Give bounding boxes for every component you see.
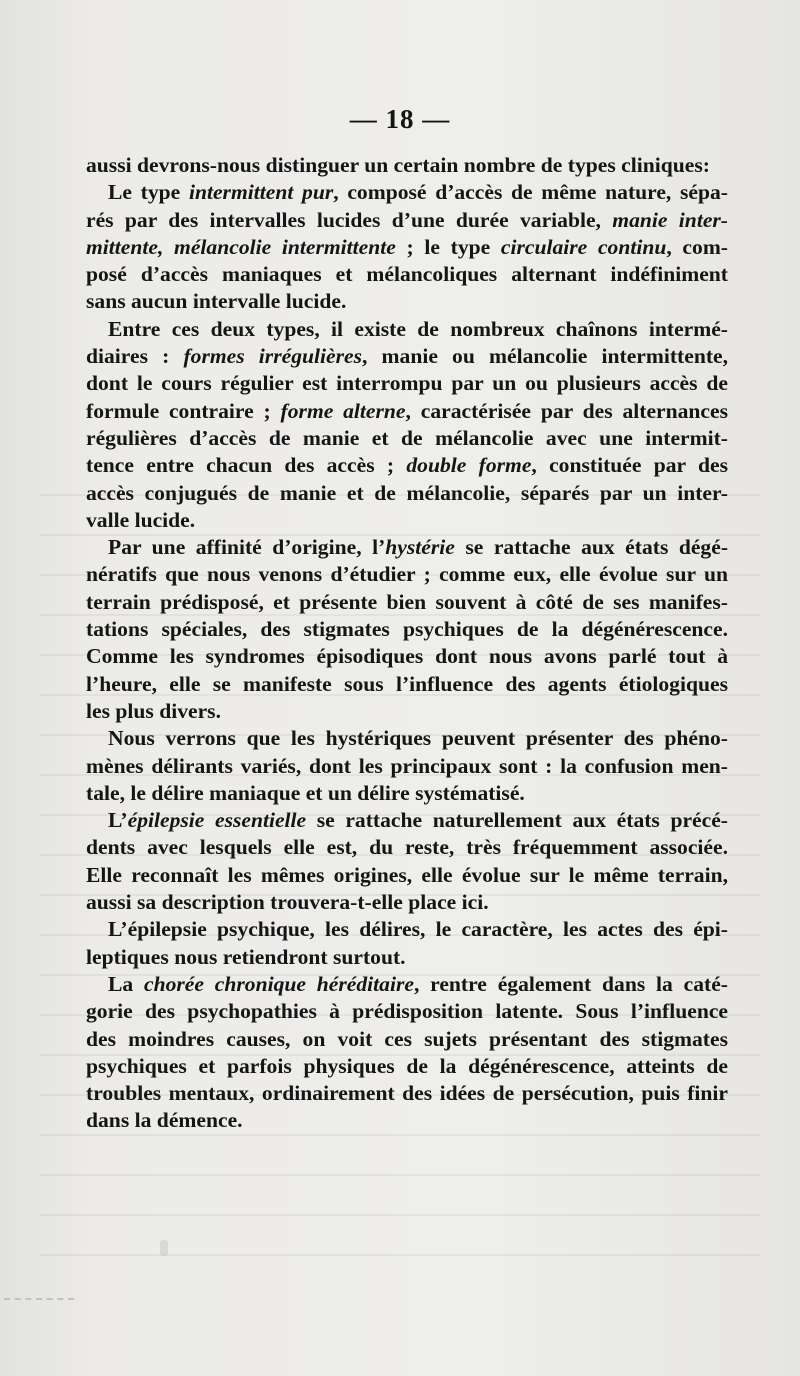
text-run: Nous verrons que les hystériques peuvent présenter des phéno- (108, 726, 728, 751)
text-line (86, 616, 728, 643)
text-line (86, 1053, 728, 1080)
text-run: régulières d’accès de manie et de mélancolie avec une intermit- (86, 425, 728, 450)
text-line (86, 589, 728, 616)
text-run: , composé d’accès de même nature, sépa- (333, 180, 729, 205)
paragraph (86, 534, 728, 725)
italic-term: circulaire continu (500, 234, 667, 259)
text-line (86, 944, 728, 971)
text-line (86, 561, 728, 588)
text-line (86, 288, 728, 315)
text-run: Elle reconnaît les mêmes origines, elle évolue sur le même terrain, (86, 862, 728, 887)
text-run: posé d’accès maniaques et mélancoliques alternant indéfiniment (86, 262, 728, 287)
text-line (86, 1026, 728, 1053)
text-line (86, 1107, 728, 1134)
text-run: ; le type (395, 234, 501, 259)
italic-term: intermittent pur (188, 180, 334, 205)
text-run: , caractérisée par des alternances (405, 398, 728, 423)
text-line (86, 534, 728, 561)
text-run: se rattache aux états dégé- (454, 535, 729, 560)
text-run: se rattache naturellement aux états précé- (306, 808, 728, 833)
text-run: diaires : (86, 344, 184, 369)
text-run: accès conjugués de manie et de mélancolie, séparés par un inter- (86, 480, 728, 505)
text-line (86, 753, 728, 780)
italic-term: hystérie (385, 535, 455, 560)
text-line (86, 998, 728, 1025)
text-line (86, 179, 728, 206)
text-line (86, 234, 728, 261)
italic-term: mittente, mélancolie intermittente (86, 234, 396, 259)
text-run: dont le cours régulier est interrompu par un ou plusieurs accès de (86, 371, 728, 396)
italic-term: double forme (406, 453, 532, 478)
paragraph (86, 916, 728, 971)
text-run: nératifs que nous venons d’étudier ; comme eux, elle évolue sur un (86, 562, 728, 587)
text-line (86, 671, 728, 698)
text-run: leptiques nous retiendront surtout. (86, 944, 406, 969)
italic-term: épilepsie essentielle (127, 808, 307, 833)
text-run: tale, le délire maniaque et un délire systématisé. (86, 780, 525, 805)
text-line (86, 425, 728, 452)
text-line (86, 807, 728, 834)
text-run: formule contraire ; (86, 398, 281, 423)
text-run: L’épilepsie psychique, les délires, le caractère, les actes des épi- (108, 917, 728, 942)
text-run: rés par des intervalles lucides d’une durée variable, (86, 207, 613, 232)
text-run: aussi devrons-nous distinguer un certain nombre de types cliniques: (86, 153, 710, 177)
text-line (86, 480, 728, 507)
text-run: dans la démence. (86, 1108, 243, 1133)
text-run: l’heure, elle se manifeste sous l’influence des agents étiologiques (86, 671, 728, 696)
paper-stain (160, 1240, 168, 1256)
text-line (86, 370, 728, 397)
text-run: Par une affinité d’origine, l’ (108, 535, 386, 560)
text-line (86, 643, 728, 670)
text-run: terrain prédisposé, et présente bien souvent à côté de ses manifes- (86, 589, 728, 614)
text-run: dents avec lesquels elle est, du reste, très fréquemment associée. (86, 835, 728, 860)
text-run: sans aucun intervalle lucide. (86, 289, 347, 314)
italic-term: forme alterne (280, 398, 406, 423)
text-run: La (108, 971, 145, 996)
text-run: gorie des psychopathies à prédisposition latente. Sous l’influence (86, 999, 728, 1024)
paragraph (86, 725, 728, 807)
text-run: L’ (108, 808, 128, 833)
margin-mark (4, 1298, 74, 1302)
text-run: tence entre chacun des accès ; (86, 453, 407, 478)
paragraph (86, 152, 728, 179)
paragraph (86, 179, 728, 315)
text-line (86, 507, 728, 534)
text-run: Comme les syndromes épisodiques dont nous avons parlé tout à (86, 644, 728, 669)
text-run: mènes délirants variés, dont les principaux sont : la confusion men- (86, 753, 728, 778)
text-run: des moindres causes, on voit ces sujets présentant des stigmates (86, 1026, 728, 1051)
text-run: psychiques et parfois physiques de la dégénérescence, atteints de (86, 1053, 728, 1078)
text-line (86, 343, 728, 370)
text-run: les plus divers. (86, 698, 221, 723)
text-run: , com- (666, 234, 728, 259)
body-text (86, 152, 728, 1135)
text-line (86, 207, 728, 234)
paragraph (86, 316, 728, 534)
text-run: troubles mentaux, ordinairement des idées de persécution, puis finir (86, 1081, 728, 1106)
text-run: Entre ces deux types, il existe de nombreux chaînons intermé- (108, 316, 728, 341)
text-line (86, 261, 728, 288)
text-run: tations spéciales, des stigmates psychiques de la dégénérescence. (86, 617, 728, 642)
paragraph (86, 971, 728, 1135)
text-line (86, 971, 728, 998)
italic-term: chorée chronique héréditaire (144, 971, 414, 996)
text-line (86, 916, 728, 943)
page-number: — 18 — (349, 104, 451, 134)
text-line (86, 780, 728, 807)
text-line (86, 1080, 728, 1107)
text-line (86, 862, 728, 889)
text-run: valle lucide. (86, 507, 196, 532)
text-line (86, 452, 728, 479)
text-line (86, 152, 728, 179)
text-run: , manie ou mélancolie intermittente, (361, 344, 728, 369)
text-run: Le type (108, 180, 189, 205)
text-run: aussi sa description trouvera-t-elle place ici. (86, 890, 489, 915)
text-line (86, 889, 728, 916)
text-line (86, 398, 728, 425)
text-line (86, 316, 728, 343)
text-line (86, 834, 728, 861)
text-line (86, 698, 728, 725)
paragraph (86, 807, 728, 916)
italic-term: formes irrégulières (183, 344, 362, 369)
text-run: , constituée par des (531, 453, 729, 478)
text-line (86, 725, 728, 752)
text-run: , rentre également dans la caté- (413, 971, 728, 996)
italic-term: manie inter- (612, 207, 728, 232)
